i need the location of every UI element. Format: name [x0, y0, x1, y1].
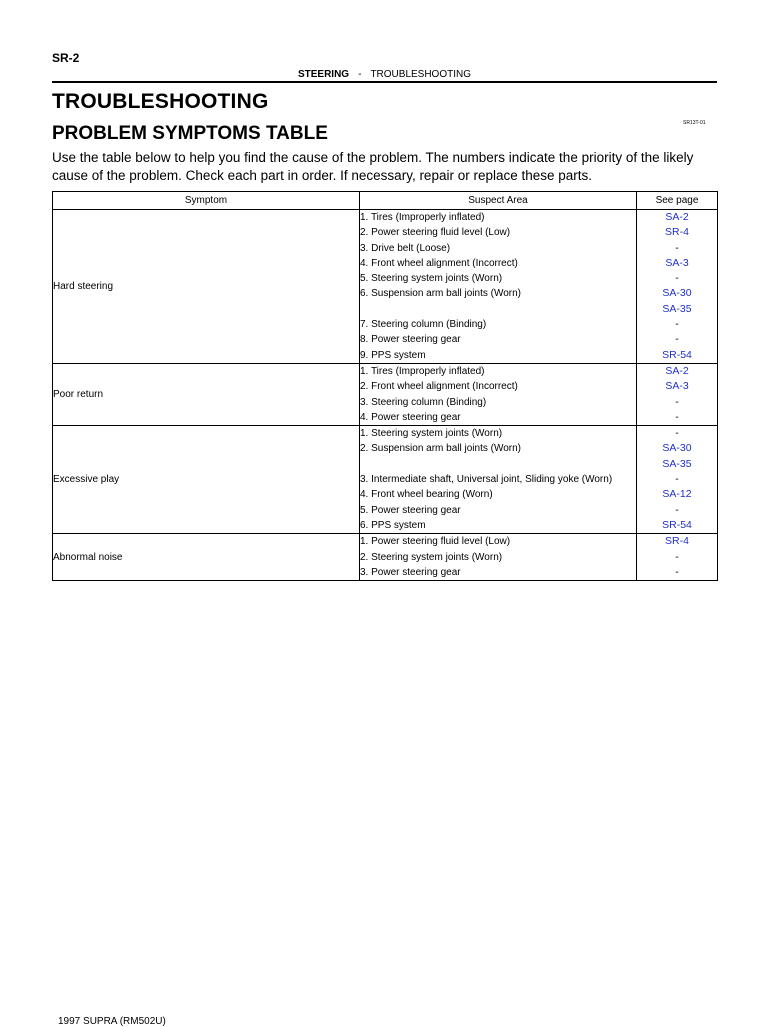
page-reference-link[interactable]: SA-35: [662, 302, 692, 315]
suspect-area-item: 6. Suspension arm ball joints (Worn): [360, 288, 521, 300]
page-reference-none: -: [675, 241, 679, 254]
table-row: [53, 534, 718, 581]
page-reference-none: -: [675, 503, 679, 516]
column-header-see-page: See page: [637, 192, 718, 210]
suspect-area-item: 1. Steering system joints (Worn): [360, 428, 503, 440]
page-reference-none: -: [675, 410, 679, 423]
running-header: [52, 69, 717, 83]
page-reference-link[interactable]: SR-4: [665, 226, 689, 239]
suspect-area-item: 5. Power steering gear: [360, 504, 461, 516]
suspect-area-item: 8. Power steering gear: [360, 334, 461, 346]
page-reference-link[interactable]: SA-30: [662, 442, 692, 455]
page-reference-none: -: [675, 473, 679, 486]
suspect-area-item: 1. Power steering fluid level (Low): [360, 536, 511, 548]
suspect-area-item: 4. Power steering gear: [360, 411, 461, 423]
suspect-area-item: 3. Drive belt (Loose): [360, 242, 451, 254]
suspect-area-cell: [360, 534, 637, 581]
suspect-area-item: 1. Tires (Improperly inflated): [360, 212, 485, 223]
running-header-subsection: TROUBLESHOOTING: [370, 69, 472, 80]
symptom-cell: Poor return: [53, 363, 360, 425]
document-code: SR13T-01: [683, 120, 706, 126]
page-footer: 1997 SUPRA (RM502U): [58, 1016, 166, 1027]
table-row: [53, 210, 718, 364]
column-header-suspect-area: Suspect Area: [360, 192, 637, 210]
see-page-cell: [637, 426, 718, 534]
page-reference-link[interactable]: SA-12: [662, 488, 692, 501]
page-reference-none: -: [675, 395, 679, 408]
suspect-area-spacer: [360, 302, 636, 317]
suspect-area-cell: [360, 426, 637, 534]
see-page-cell: [637, 363, 718, 425]
page-reference-none: -: [675, 333, 679, 346]
page-reference-none: -: [675, 565, 679, 578]
page-title: TROUBLESHOOTING: [52, 90, 269, 113]
page-reference-none: -: [675, 550, 679, 563]
page-reference-link[interactable]: SA-30: [662, 287, 692, 300]
symptom-cell: Hard steering: [53, 210, 360, 364]
page-reference-link[interactable]: SA-35: [662, 457, 692, 470]
suspect-area-spacer: [360, 457, 636, 472]
page-reference-none: -: [675, 272, 679, 285]
table-row: [53, 426, 718, 534]
suspect-area-item: 7. Steering column (Binding): [360, 319, 487, 331]
intro-paragraph: Use the table below to help you find the cause of the problem. The numbers indicate the priority of the likely cause of the problem. Check each part in order. If necessary, repair or replace these parts.: [52, 150, 694, 183]
page-reference-none: -: [675, 318, 679, 331]
see-page-cell: [637, 534, 718, 581]
suspect-area-item: 4. Front wheel alignment (Incorrect): [360, 257, 518, 269]
suspect-area-item: 9. PPS system: [360, 349, 426, 361]
suspect-area-item: 3. Intermediate shaft, Universal joint, Sliding yoke (Worn): [360, 474, 613, 486]
page-reference-none: -: [675, 427, 679, 440]
suspect-area-item: 6. PPS system: [360, 519, 426, 531]
symptom-cell: Abnormal noise: [53, 534, 360, 581]
suspect-area-item: 5. Steering system joints (Worn): [360, 273, 503, 285]
table-header-row: [53, 192, 718, 210]
suspect-area-item: 2. Suspension arm ball joints (Worn): [360, 443, 521, 455]
page-reference-link[interactable]: SA-3: [665, 380, 689, 393]
suspect-area-item: 1. Tires (Improperly inflated): [360, 365, 485, 377]
page-reference-link[interactable]: SR-54: [662, 518, 692, 531]
table-row: [53, 363, 718, 425]
column-header-symptom: Symptom: [53, 192, 360, 210]
running-header-section: STEERING: [297, 69, 350, 80]
suspect-area-cell: [360, 363, 637, 425]
symptom-cell: Excessive play: [53, 426, 360, 534]
see-page-cell: [637, 210, 718, 364]
suspect-area-item: 3. Power steering gear: [360, 566, 461, 578]
suspect-area-item: 4. Front wheel bearing (Worn): [360, 489, 493, 501]
page-reference-link[interactable]: SA-2: [665, 364, 689, 377]
section-title: PROBLEM SYMPTOMS TABLE: [52, 123, 328, 144]
running-header-separator: -: [358, 69, 362, 80]
suspect-area-item: 3. Steering column (Binding): [360, 396, 487, 408]
page-reference-link[interactable]: SA-3: [665, 256, 689, 269]
page-reference-link[interactable]: SR-4: [665, 535, 689, 548]
suspect-area-item: 2. Steering system joints (Worn): [360, 551, 503, 563]
table-body: [53, 210, 718, 581]
suspect-area-cell: [360, 210, 637, 364]
page-code: SR-2: [52, 51, 80, 65]
page-reference-link[interactable]: SR-54: [662, 348, 692, 361]
suspect-area-item: 2. Front wheel alignment (Incorrect): [360, 381, 518, 393]
page-reference-link[interactable]: SA-2: [665, 211, 689, 223]
problem-symptoms-table: [52, 191, 718, 581]
suspect-area-item: 2. Power steering fluid level (Low): [360, 227, 511, 239]
